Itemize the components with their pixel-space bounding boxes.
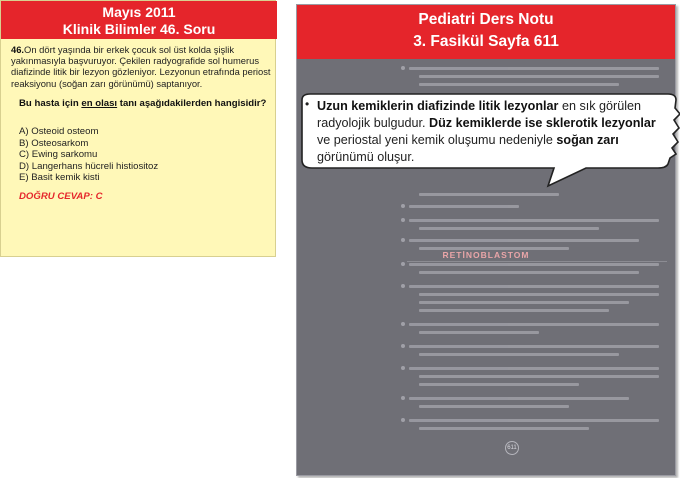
greek-bullet [401,418,405,422]
question-ask-emphasis: en olası [81,98,118,109]
greek-line [409,219,659,222]
greek-line [419,83,619,86]
greek-line [419,427,589,430]
greek-line [409,239,639,242]
callout-line-3-bold: soğan zarı [556,133,619,147]
answer-options [19,126,158,184]
question-ask-start: Bu hasta için [19,98,82,109]
callout-line-1 [317,98,677,115]
greek-line [419,331,539,334]
option-d: D) Langerhans hücreli histiositoz [19,160,159,172]
question-ask-end: tanı aşağıdakilerden hangisidir? [117,98,267,109]
greek-bullet [401,366,405,370]
greek-line [419,383,579,386]
greek-line [409,397,629,400]
callout-line-2-start: radyolojik bulgudur. [317,116,430,130]
greek-line [419,193,559,196]
greek-bullet [401,204,405,208]
exam-question-ref: Klinik Bilimler 46. Soru [62,21,216,37]
callout-text [317,98,677,166]
callout-line-1-rest: en sık görülen [558,99,642,113]
greek-line [419,227,599,230]
greek-line [419,309,609,312]
callout-line-2-bold: Düz kemiklerde ise sklerotik lezyonlar [429,116,656,130]
option-e: E) Basit kemik kisti [19,172,100,184]
callout-line-2 [317,115,677,132]
greek-bullet [401,238,405,242]
question-ask [19,98,277,109]
greek-line [419,301,629,304]
section-title: RETİNOBLASTOM [442,250,530,260]
option-a: A) Osteoid osteom [19,126,99,137]
greek-line [409,367,659,370]
greek-line [409,263,659,266]
question-header [1,1,277,39]
option-b: B) Osteosarkom [19,137,89,149]
section-rule [407,261,667,262]
greek-line [419,293,659,296]
greek-line [419,375,659,378]
greek-bullet [401,218,405,222]
callout-line-1-bold: Uzun kemiklerin diafizinde litik lezyonlar [317,99,559,113]
greek-line [419,353,619,356]
greek-bullet [401,262,405,266]
option-c: C) Ewing sarkomu [19,149,98,161]
correct-answer: DOĞRU CEVAP: C [19,191,103,202]
page-number: 611 [505,441,519,455]
question-card [0,0,276,257]
greek-line [409,419,659,422]
greek-line [409,285,659,288]
greek-bullet [401,284,405,288]
greek-line [409,345,659,348]
greek-line [419,75,659,78]
greek-line [409,205,519,208]
greek-bullet [401,322,405,326]
question-stem-text: On dört yaşında bir erkek çocuk sol üst kolda şişlik yakınmasıyla başvuruyor. Çekilen radyografide sol humerus diafizinde litik bir lezyon gözleniyor. Lezyonun etrafında periost reaksiyonu (soğan zarı görünümü) saptanıyor. [11,44,271,89]
book-page-header [297,5,675,59]
book-title: Pediatri Ders Notu [418,11,554,28]
book-page [296,4,676,476]
greek-line [419,405,569,408]
book-page-ref: 3. Fasikül Sayfa 611 [413,33,559,50]
greek-line [419,271,639,274]
callout-line-4: görünümü oluşur. [317,150,415,164]
greek-bullet [401,396,405,400]
greek-bullet [401,66,405,70]
callout-line-3-start: ve periostal yeni kemik oluşumu nedeniyle [317,133,557,147]
callout-line-3 [317,132,677,149]
callout-bullet: • [305,97,310,111]
exam-date: Mayıs 2011 [102,4,176,20]
question-number: 46. [11,44,25,55]
question-stem [11,44,273,89]
greek-bullet [401,344,405,348]
greek-line [409,323,659,326]
greek-line [409,67,659,70]
